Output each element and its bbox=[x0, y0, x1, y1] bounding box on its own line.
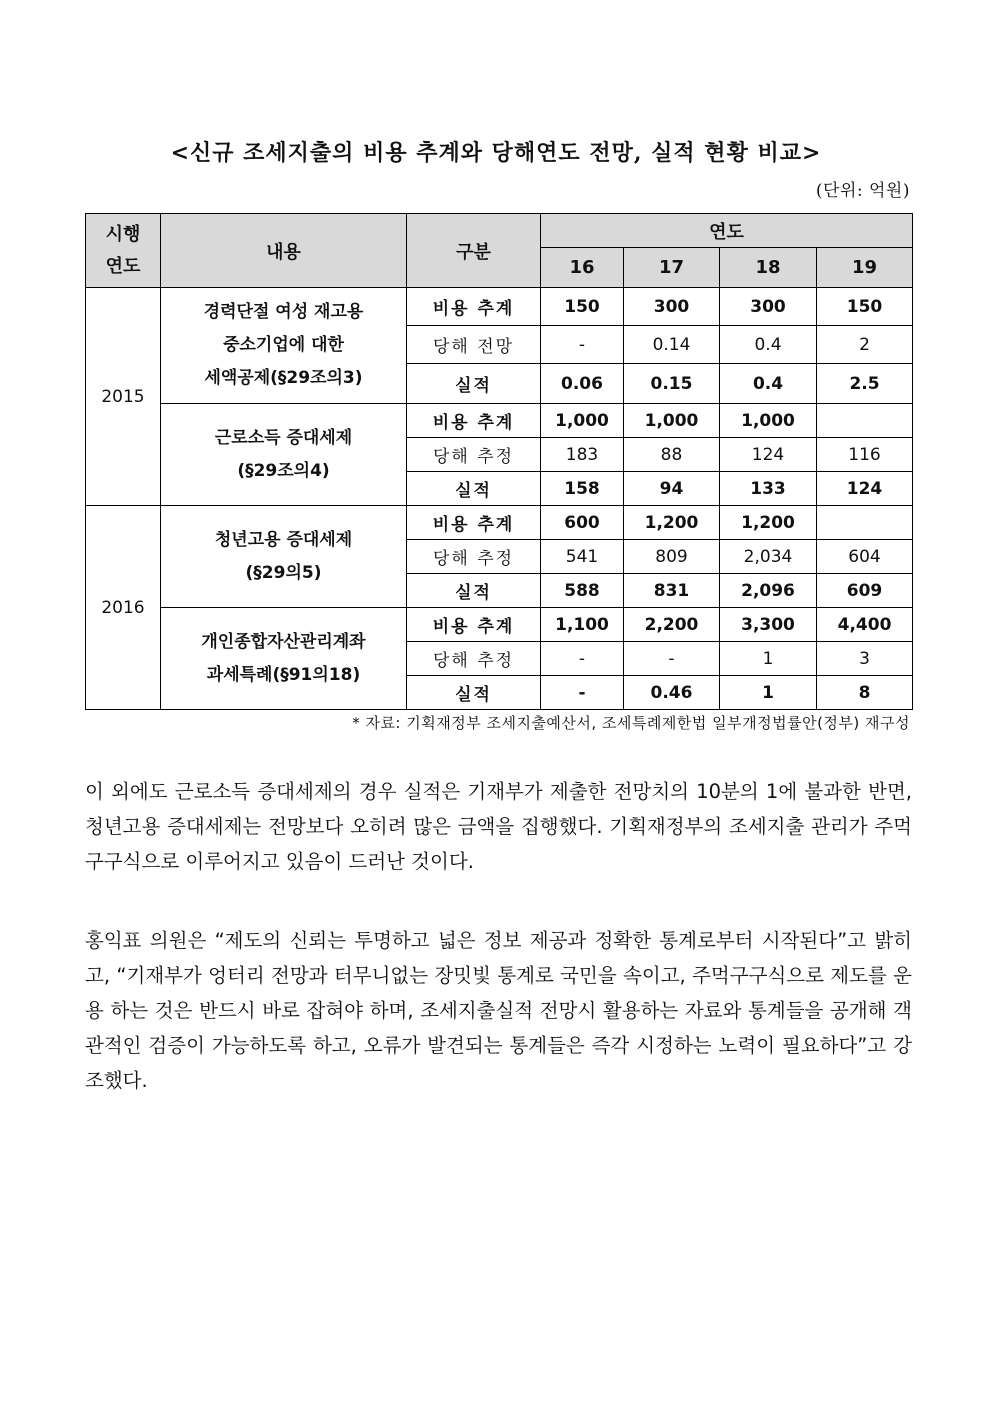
value-cell: 2.5 bbox=[817, 364, 913, 404]
category-cell: 실적 bbox=[407, 676, 541, 710]
category-cell: 당해 추정 bbox=[407, 642, 541, 676]
value-cell: 124 bbox=[817, 472, 913, 506]
value-cell: - bbox=[541, 676, 624, 710]
value-cell: 133 bbox=[720, 472, 817, 506]
table-row bbox=[86, 288, 913, 326]
table-row bbox=[86, 506, 913, 540]
value-cell: 88 bbox=[624, 438, 720, 472]
category-cell: 실적 bbox=[407, 472, 541, 506]
value-cell: - bbox=[624, 642, 720, 676]
header-year-17: 17 bbox=[624, 248, 720, 288]
content-line: (§29조의4) bbox=[237, 460, 330, 481]
category-cell: 당해 전망 bbox=[407, 326, 541, 364]
content-cell bbox=[161, 288, 407, 404]
value-cell: 158 bbox=[541, 472, 624, 506]
value-cell bbox=[817, 506, 913, 540]
value-cell: 0.15 bbox=[624, 364, 720, 404]
value-cell: 0.4 bbox=[720, 326, 817, 364]
value-cell: 183 bbox=[541, 438, 624, 472]
content-line: 청년고용 증대세제 bbox=[214, 529, 353, 550]
content-line: 개인종합자산관리계좌 bbox=[201, 631, 366, 652]
value-cell: 831 bbox=[624, 574, 720, 608]
value-cell: 2,034 bbox=[720, 540, 817, 574]
value-cell: 604 bbox=[817, 540, 913, 574]
value-cell: 1 bbox=[720, 642, 817, 676]
header-years-group: 연도 bbox=[541, 214, 913, 248]
source-note: * 자료: 기획재정부 조세지출예산서, 조세특례제한법 일부개정법률안(정부) 재구성 bbox=[352, 714, 910, 732]
header-year-18: 18 bbox=[720, 248, 817, 288]
value-cell: 0.46 bbox=[624, 676, 720, 710]
value-cell: 1,000 bbox=[720, 404, 817, 438]
table-title: <신규 조세지출의 비용 추계와 당해연도 전망, 실적 현황 비교> bbox=[170, 140, 822, 166]
value-cell: 809 bbox=[624, 540, 720, 574]
unit-label: (단위: 억원) bbox=[815, 181, 910, 201]
value-cell bbox=[817, 404, 913, 438]
value-cell: 1,000 bbox=[624, 404, 720, 438]
header-category: 구분 bbox=[407, 214, 541, 288]
value-cell: 1,100 bbox=[541, 608, 624, 642]
value-cell: 2,096 bbox=[720, 574, 817, 608]
value-cell: 150 bbox=[817, 288, 913, 326]
category-cell: 비용 추계 bbox=[407, 506, 541, 540]
value-cell: 2,200 bbox=[624, 608, 720, 642]
value-cell: - bbox=[541, 642, 624, 676]
value-cell: 0.14 bbox=[624, 326, 720, 364]
value-cell: 541 bbox=[541, 540, 624, 574]
value-cell: 116 bbox=[817, 438, 913, 472]
category-cell: 당해 추정 bbox=[407, 438, 541, 472]
header-year-19: 19 bbox=[817, 248, 913, 288]
header-year: 시행 연도 bbox=[86, 214, 161, 288]
category-cell: 실적 bbox=[407, 574, 541, 608]
category-cell: 실적 bbox=[407, 364, 541, 404]
value-cell: - bbox=[541, 326, 624, 364]
year-cell: 2015 bbox=[86, 288, 161, 506]
value-cell: 4,400 bbox=[817, 608, 913, 642]
content-cell bbox=[161, 506, 407, 608]
value-cell: 2 bbox=[817, 326, 913, 364]
content-line: 과세특례(§91의18) bbox=[206, 664, 361, 685]
year-cell: 2016 bbox=[86, 506, 161, 710]
content-line: 경력단절 여성 재고용 bbox=[203, 302, 364, 322]
value-cell: 1,000 bbox=[541, 404, 624, 438]
value-cell: 3 bbox=[817, 642, 913, 676]
value-cell: 1,200 bbox=[720, 506, 817, 540]
value-cell: 1 bbox=[720, 676, 817, 710]
value-cell: 1,200 bbox=[624, 506, 720, 540]
header-content: 내용 bbox=[161, 214, 407, 288]
value-cell: 300 bbox=[720, 288, 817, 326]
category-cell: 비용 추계 bbox=[407, 288, 541, 326]
value-cell: 588 bbox=[541, 574, 624, 608]
table-row bbox=[86, 404, 913, 438]
value-cell: 94 bbox=[624, 472, 720, 506]
paragraph: 이 외에도 근로소득 증대세제의 경우 실적은 기재부가 제출한 전망치의 10분의 1에 불과한 반면, 청년고용 증대세제는 전망보다 오히려 많은 금액을 집행했다. 기획재정부의 조세지출 관리가 주먹구구식으로 이루어지고 있음이 드러난 것이다. bbox=[85, 780, 912, 873]
table-row bbox=[86, 608, 913, 642]
category-cell: 비용 추계 bbox=[407, 608, 541, 642]
content-cell bbox=[161, 404, 407, 506]
value-cell: 609 bbox=[817, 574, 913, 608]
content-line: 근로소득 증대세제 bbox=[214, 427, 353, 448]
content-line: (§29의5) bbox=[245, 562, 322, 583]
value-cell: 8 bbox=[817, 676, 913, 710]
content-line: 중소기업에 대한 bbox=[223, 335, 344, 355]
value-cell: 600 bbox=[541, 506, 624, 540]
content-cell bbox=[161, 608, 407, 710]
value-cell: 124 bbox=[720, 438, 817, 472]
value-cell: 3,300 bbox=[720, 608, 817, 642]
header-year-16: 16 bbox=[541, 248, 624, 288]
value-cell: 300 bbox=[624, 288, 720, 326]
value-cell: 0.06 bbox=[541, 364, 624, 404]
category-cell: 당해 추정 bbox=[407, 540, 541, 574]
content-line: 세액공제(§29조의3) bbox=[204, 368, 363, 388]
value-cell: 150 bbox=[541, 288, 624, 326]
comparison-table bbox=[85, 213, 913, 710]
paragraph: 홍익표 의원은 “제도의 신뢰는 투명하고 넓은 정보 제공과 정확한 통계로부터 시작된다”고 밝히고, “기재부가 엉터리 전망과 터무니없는 장밋빛 통계로 국민을 속이고, 주먹구구식으로 제도를 운용 하는 것은 반드시 바로 잡혀야 하며, 조세지출실적 전망시 활용하는 자료와 통계들을 공개해 객관적인 검증이 가능하도록 하고, 오류가 발견되는 통계들은 즉각 시정하는 노력이 필요하다”고 강조했다. bbox=[85, 929, 912, 1092]
category-cell: 비용 추계 bbox=[407, 404, 541, 438]
value-cell: 0.4 bbox=[720, 364, 817, 404]
